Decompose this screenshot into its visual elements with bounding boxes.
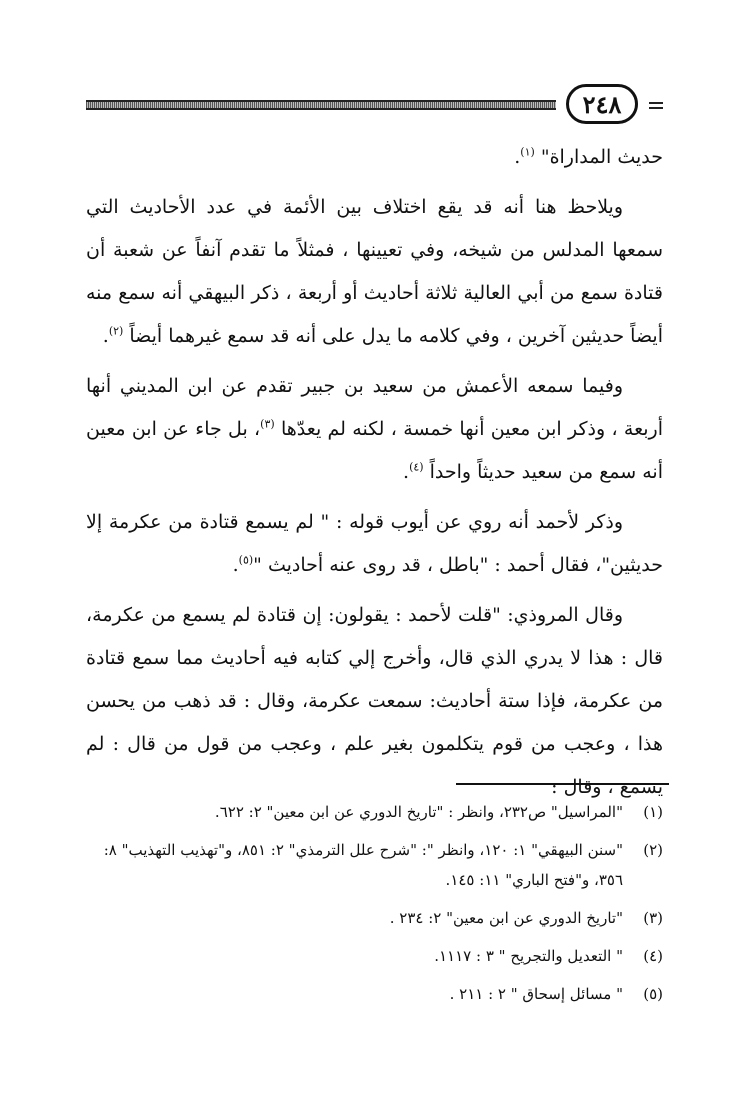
- footnote-ref: (٢): [108, 324, 124, 338]
- footnote-number: (٢): [643, 841, 663, 859]
- footnote-number: (٣): [643, 909, 663, 927]
- paragraph: وفيما سمعه الأعمش من سعيد بن جبير تقدم عن ابن المديني أنها أربعة ، وذكر ابن معين أنها خمسة ، لكنه لم يعدّها $^{(٣)}$، بل جاء عن ابن معين أنه سمع من سعيد حديثاً واحداً $^{(٤)}$.: [86, 375, 663, 483]
- footnote-ref: (٣): [260, 417, 275, 431]
- footnote: (٣)"تاريخ الدوري عن ابن معين" ٢: ٢٣٤ .: [86, 903, 663, 933]
- page-number: ٢٤٨: [566, 84, 638, 124]
- page-header: [86, 84, 663, 128]
- footnote-ref: (١): [520, 145, 535, 159]
- paragraph: وقال المروذي: "قلت لأحمد : يقولون: إن قتادة لم يسمع من عكرمة، قال : هذا لا يدري الذي قال، وأخرج إلي كتابه فيه أحاديث مما سمع قتادة من عكرمة، فإذا ستة أحاديث: سمعت عكرمة، وقال : قد ذهب من يحسن هذا ، وعجب من قوم يتكلمون بغير علم ، وعجب من قول من قال : لم يسمع ، وقال :: [86, 604, 663, 798]
- footnote-ref: (٥): [238, 553, 254, 567]
- footnote: (٥)" مسائل إسحاق " ٢ : ٢١١ .: [86, 979, 663, 1009]
- paragraph: وذكر لأحمد أنه روي عن أيوب قوله : " لم يسمع قتادة من عكرمة إلا حديثين"، فقال أحمد : "باطل ، قد روى عنه أحاديث "$^{(٥)}$.: [86, 511, 663, 576]
- footnote-divider: [456, 783, 669, 785]
- footnote: (٢)"سنن البيهقي" ١: ١٢٠، وانظر ": "شرح علل الترمذي" ٢: ٨٥١، و"تهذيب التهذيب" ٨: ٣٥٦، و"فتح الباري" ١١: ١٤٥.: [86, 835, 663, 895]
- footnote-ref: (٤): [409, 460, 424, 474]
- paragraph: ويلاحظ هنا أنه قد يقع اختلاف بين الأئمة في عدد الأحاديث التي سمعها المدلس من شيخه، وفي تعيينها ، فمثلاً ما تقدم آنفاً عن شعبة أن قتادة سمع من أبي العالية ثلاثة أحاديث أو أربعة ، ذكر البيهقي أنه سمع منه أيضاً حديثين آخرين ، وفي كلامه ما يدل على أنه قد سمع غيرهما أيضاً $^{(٢)}$.: [86, 196, 663, 347]
- footnote: (٤)" التعديل والتجريح " ٣ : ١١١٧.: [86, 941, 663, 971]
- footnote: (١)"المراسيل" ص٢٣٢، وانظر : "تاريخ الدوري عن ابن معين" ٢: ٦٢٢.: [86, 797, 663, 827]
- paragraph: حديث المداراة" $^{(١)}$.: [514, 145, 663, 168]
- footnote-number: (١): [643, 803, 663, 821]
- footnote-number: (٤): [643, 947, 663, 965]
- footnote-number: (٥): [643, 985, 663, 1003]
- main-text: [86, 136, 663, 809]
- header-rule-end: [649, 102, 663, 109]
- header-rule: [86, 100, 556, 110]
- footnotes: [86, 797, 663, 1017]
